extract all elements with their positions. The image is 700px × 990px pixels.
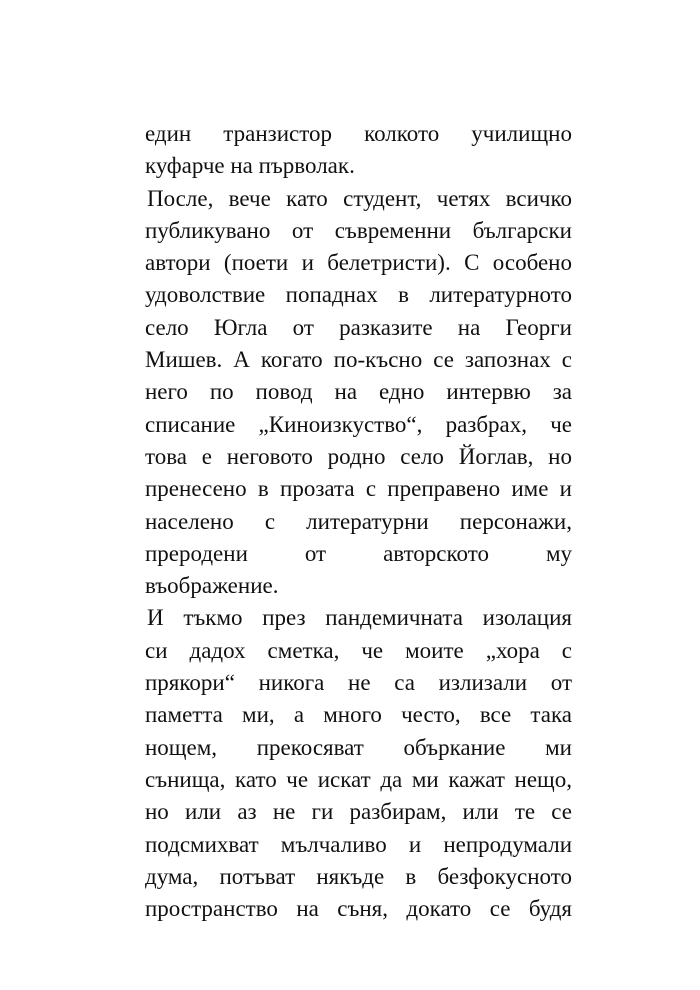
text-line: удоволствие попаднах в литературното	[145, 282, 572, 308]
text-line: пространство на съня, докато се будя	[145, 896, 572, 922]
paragraph-first-line: И тъкмо през пандемичната изолация	[147, 605, 572, 631]
text-line: него по повод на едно интервю за	[145, 379, 572, 405]
text-line: куфарче на първолак.	[145, 153, 355, 179]
text-line: Мишев. А когато по-късно се запознах с	[145, 347, 572, 373]
text-line: това е неговото родно село Йоглав, но	[145, 443, 572, 469]
text-line: публикувано от съвременни български	[145, 217, 572, 243]
text-line: подсмихват мълчаливо и непродумали	[145, 831, 572, 857]
text-line: пренесено в прозата с преправено име и	[145, 476, 572, 502]
text-line: паметта ми, а много често, все така	[145, 702, 572, 728]
text-line: но или аз не ги разбирам, или те се	[145, 799, 572, 825]
text-line: си дадох сметка, че моите „хора с	[145, 637, 572, 663]
text-line: сънища, като че искат да ми кажат нещо,	[145, 766, 572, 792]
text-line: списание „Киноизкуство“, разбрах, че	[145, 411, 572, 437]
text-line: един транзистор колкото училищно	[145, 121, 572, 146]
text-line: село Югла от разказите на Георги	[145, 314, 572, 340]
text-line: дума, потъват някъде в безфокусното	[145, 863, 572, 889]
text-line: прякори“ никога не са излизали от	[145, 670, 572, 696]
text-line: автори (поети и белетристи). С особено	[145, 250, 572, 276]
text-line: нощем, прекосяват объркание ми	[145, 734, 572, 760]
text-line: населено с литературни персонажи,	[145, 508, 572, 534]
body-text	[145, 118, 572, 925]
text-line: преродени от авторското му	[145, 540, 572, 566]
paragraph-first-line: После, вече като студент, четях всичко	[147, 185, 572, 211]
text-line: въображение.	[145, 573, 279, 599]
